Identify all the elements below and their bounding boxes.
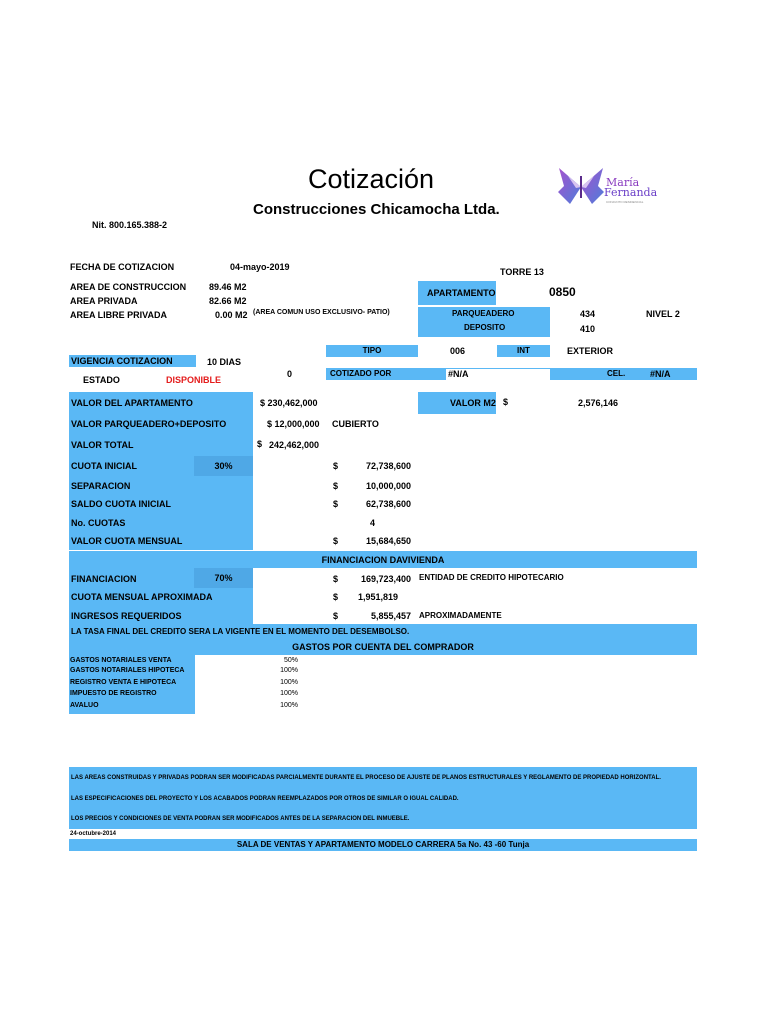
financiacion-label: INGRESOS REQUERIDOS [71, 611, 182, 621]
area-privada-label: AREA PRIVADA [70, 296, 138, 306]
vigencia-value: 10 DIAS [207, 357, 242, 367]
tasa-note: LA TASA FINAL DEL CREDITO SERA LA VIGENTE EN EL MOMENTO DEL DESEMBOLSO. [71, 627, 410, 636]
nivel: NIVEL 2 [646, 309, 680, 319]
apartamento-value: 0850 [549, 285, 576, 299]
cuota-label: VALOR CUOTA MENSUAL [71, 536, 183, 546]
valor-total-value: 242,462,000 [269, 440, 320, 450]
apartamento-label: APARTAMENTO [427, 288, 496, 298]
parqueadero-value: 434 [580, 309, 596, 319]
valor-m2-currency: $ [503, 397, 509, 407]
valor-m2-label: VALOR M2 [450, 398, 496, 408]
exterior: EXTERIOR [567, 346, 614, 356]
logo-text-fernanda: Fernanda [604, 186, 658, 199]
cuota-label: SALDO CUOTA INICIAL [71, 499, 171, 509]
fecha-value: 04-mayo-2019 [230, 262, 290, 272]
valor-parq-label: VALOR PARQUEADERO+DEPOSITO [71, 419, 227, 429]
financiacion-label: CUOTA MENSUAL APROXIMADA [71, 592, 213, 602]
cuota-label: No. CUOTAS [71, 518, 126, 528]
cuota-currency: $ [333, 536, 339, 546]
cuota-value: 10,000,000 [365, 481, 411, 491]
financiacion-value: 1,951,819 [357, 592, 398, 602]
financiacion-value: 5,855,457 [370, 611, 411, 621]
note-date: 24-octubre-2014 [70, 831, 117, 837]
financiacion-value: 169,723,400 [360, 574, 411, 584]
gasto-label: AVALUO [70, 702, 99, 709]
logo-subtext: CONJUNTO RESIDENCIAL [606, 200, 644, 204]
footer-text: SALA DE VENTAS Y APARTAMENTO MODELO CARRERA 5a No. 43 -60 Tunja [236, 840, 530, 849]
area-libre-value: 0.00 M2 [215, 310, 248, 320]
valor-apto-value: $ 230,462,000 [260, 398, 318, 408]
cel-label: CEL. [607, 369, 626, 378]
area-libre-label: AREA LIBRE PRIVADA [70, 310, 168, 320]
valor-m2-value: 2,576,146 [578, 398, 619, 408]
tipo-label: TIPO [362, 346, 382, 355]
cotizado-label: COTIZADO POR [330, 369, 392, 378]
logo [556, 160, 671, 215]
cuota-label: SEPARACION [71, 481, 131, 491]
deposito-label: DEPOSITO [464, 323, 506, 332]
valor-total-currency: $ [257, 439, 263, 449]
valor-total-label: VALOR TOTAL [71, 440, 134, 450]
gasto-label: IMPUESTO DE REGISTRO [70, 690, 157, 697]
parqueadero-label: PARQUEADERO [452, 309, 515, 318]
valor-apto-label: VALOR DEL APARTAMENTO [71, 398, 193, 408]
note-line-3: LOS PRECIOS Y CONDICIONES DE VENTA PODRAN SER MODIFICADOS ANTES DE LA SEPARACION DEL INMUEBLE. [71, 816, 410, 822]
butterfly-logo-icon [556, 162, 606, 212]
valor-parq-value: $ 12,000,000 [267, 419, 320, 429]
logo-text-maria: María [606, 176, 640, 189]
area-libre-note: (AREA COMUN USO EXCLUSIVO- PATIO) [253, 309, 390, 316]
cel-value: #N/A [650, 369, 671, 379]
gasto-label: REGISTRO VENTA E HIPOTECA [70, 679, 177, 686]
note-line-1: LAS AREAS CONSTRUIDAS Y PRIVADAS PODRAN SER MODIFICADAS PARCIALMENTE DURANTE EL PROCESO DE AJUSTE DE PLANOS ESTRUCTURALES Y REGLAMENTO DE PROPIEDAD HORIZONTAL. [71, 775, 661, 781]
deposito-value: 410 [580, 324, 596, 334]
tipo-value: 006 [450, 346, 466, 356]
gastos-banner: GASTOS POR CUENTA DEL COMPRADOR [292, 642, 474, 652]
cuota-currency: $ [333, 461, 339, 471]
area-construccion-label: AREA DE CONSTRUCCION [70, 282, 187, 292]
note-line-2: LAS ESPECIFICACIONES DEL PROYECTO Y LOS ACABADOS PODRAN REEMPLAZADOS POR OTROS DE SIMILAR O IGUAL CALIDAD. [71, 796, 459, 802]
cuota-value: 72,738,600 [365, 461, 411, 471]
nit: Nit. 800.165.388-2 [92, 220, 168, 230]
gasto-value: 100% [280, 702, 298, 709]
cuota-label: CUOTA INICIAL [71, 461, 137, 471]
page-title: Cotización [308, 164, 435, 194]
cuota-value: 62,738,600 [365, 499, 411, 509]
fecha-label: FECHA DE COTIZACION [70, 262, 175, 272]
cuota-currency: $ [333, 481, 339, 491]
financiacion-currency: $ [333, 592, 339, 602]
vigencia-label: VIGENCIA COTIZACION [71, 356, 173, 366]
financiacion-label: FINANCIACION [71, 574, 137, 584]
area-construccion-value: 89.46 M2 [209, 282, 247, 292]
int-label: INT [517, 346, 530, 355]
cuota-currency: $ [333, 499, 339, 509]
area-privada-value: 82.66 M2 [209, 296, 247, 306]
financiacion-note: APROXIMADAMENTE [419, 611, 502, 620]
company-name: Construcciones Chicamocha Ltda. [253, 201, 500, 218]
cuota-value: 15,684,650 [365, 536, 411, 546]
gasto-value: 100% [280, 679, 298, 686]
gasto-value: 100% [280, 690, 298, 697]
cotizado-value: #N/A [446, 369, 550, 381]
cuota-value: 4 [370, 518, 376, 528]
financiacion-currency: $ [333, 611, 339, 621]
cubierto: CUBIERTO [332, 419, 379, 429]
gasto-value: 50% [283, 657, 298, 664]
estado-badge: DISPONIBLE [166, 375, 222, 385]
gasto-value: 100% [280, 667, 298, 674]
cuota-pct: 30% [214, 461, 233, 471]
financiacion-pct: 70% [214, 573, 233, 583]
financiacion-note: ENTIDAD DE CREDITO HIPOTECARIO [419, 573, 564, 582]
zero-value: 0 [287, 369, 293, 379]
gasto-label: GASTOS NOTARIALES HIPOTECA [70, 667, 185, 674]
financiacion-currency: $ [333, 574, 339, 584]
torre: TORRE 13 [500, 267, 544, 277]
estado-label: ESTADO [83, 375, 120, 385]
financiacion-banner-text: FINANCIACION DAVIVIENDA [321, 555, 445, 565]
gasto-label: GASTOS NOTARIALES VENTA [70, 657, 172, 664]
